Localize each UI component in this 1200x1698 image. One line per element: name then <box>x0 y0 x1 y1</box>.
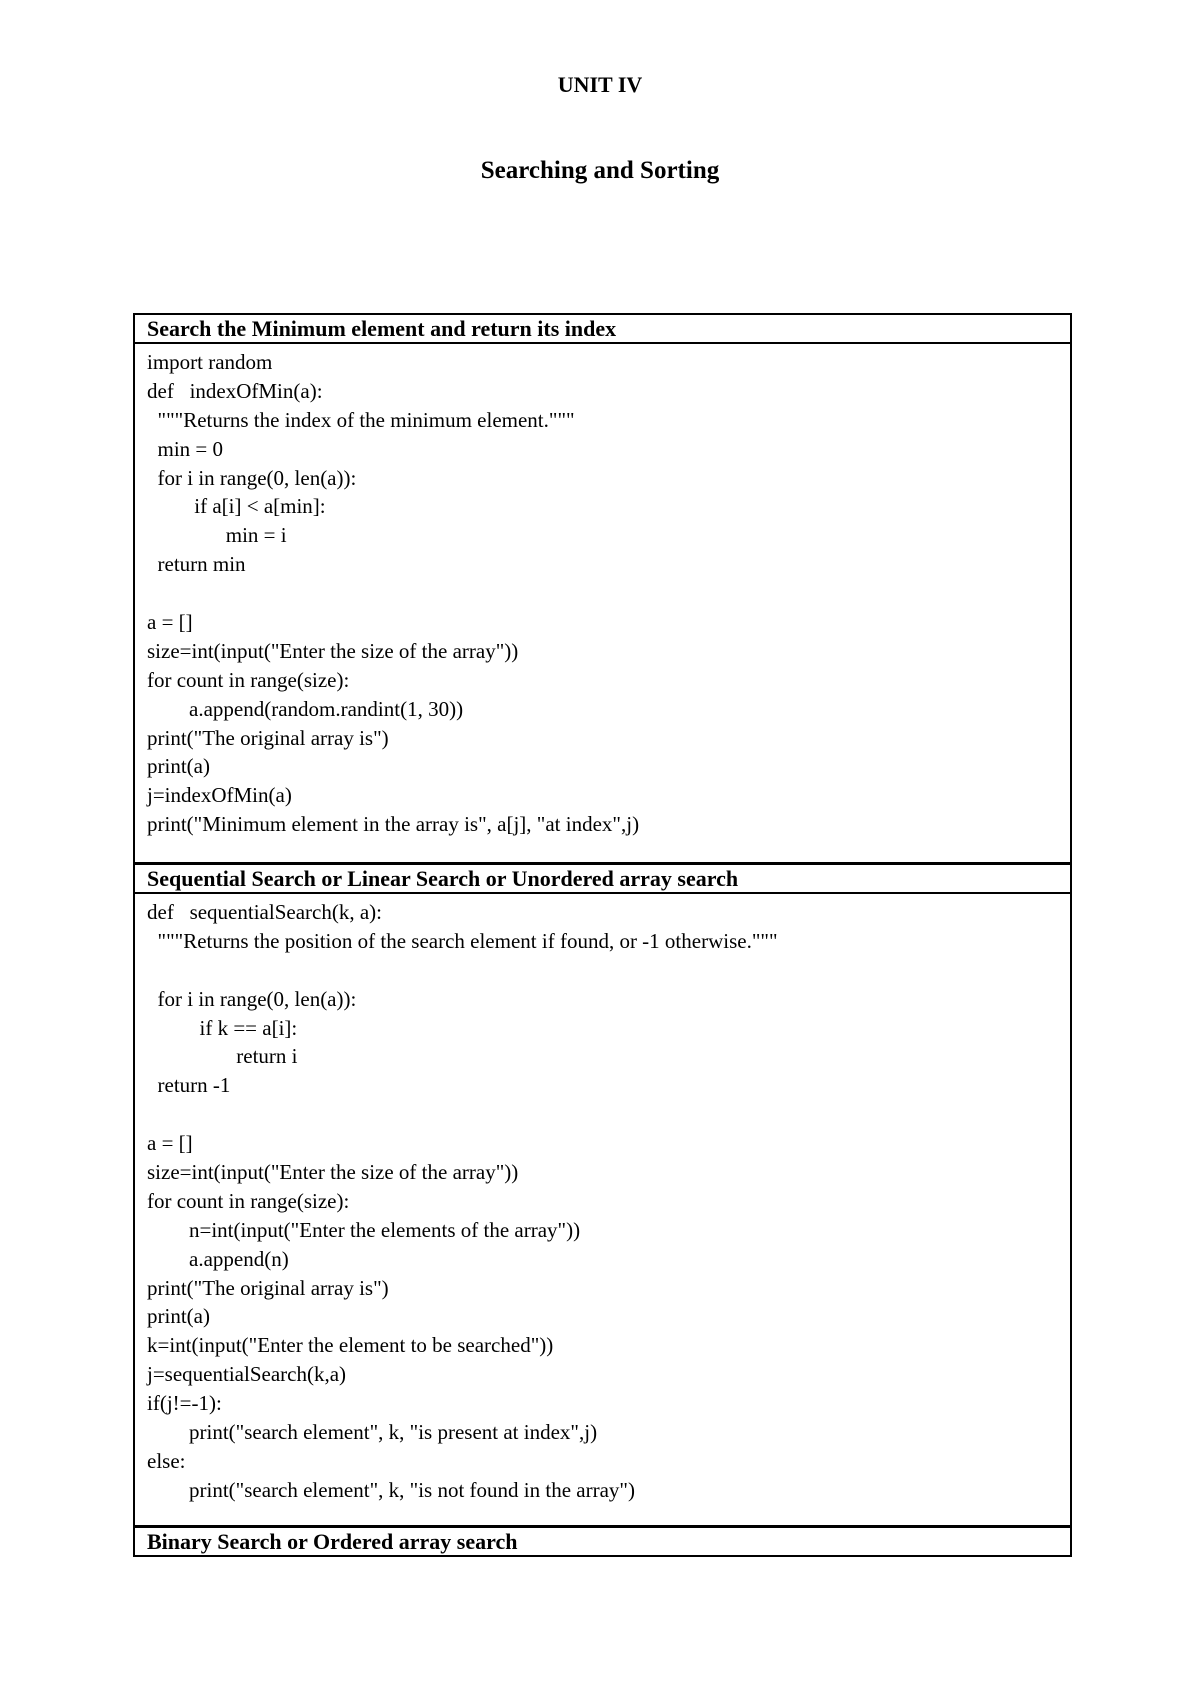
code-line: print(a) <box>147 1304 210 1329</box>
page-title: Searching and Sorting <box>480 157 720 184</box>
code-line: return -1 <box>147 1073 231 1098</box>
code-line: return min <box>147 552 246 577</box>
code-line: min = i <box>147 523 287 548</box>
unit-title: UNIT IV <box>557 72 643 97</box>
section-min-element <box>133 313 1072 864</box>
section-sequential-search <box>133 863 1072 1527</box>
code-line: def indexOfMin(a): <box>147 378 323 403</box>
code-line: """Returns the position of the search element if found, or -1 otherwise.""" <box>147 928 778 953</box>
code-line: if k == a[i]: <box>147 1015 298 1040</box>
code-line <box>147 956 1070 985</box>
code-line: for i in range(0, len(a)): <box>147 465 357 490</box>
section-heading: Search the Minimum element and return its index <box>135 315 1070 344</box>
code-line: print("search element", k, "is not found in the array") <box>147 1477 635 1502</box>
code-line: for count in range(size): <box>147 667 350 692</box>
code-line: a.append(random.randint(1, 30)) <box>147 696 464 721</box>
code-line: for count in range(size): <box>147 1188 350 1213</box>
code-line: import random <box>147 350 273 374</box>
code-line: print(a) <box>147 754 210 779</box>
code-line: a = [] <box>147 1131 193 1156</box>
code-line: if a[i] < a[min]: <box>147 494 326 519</box>
code-line: j=sequentialSearch(k,a) <box>147 1362 347 1387</box>
code-line: a.append(n) <box>147 1246 289 1271</box>
code-line: def sequentialSearch(k, a): <box>147 900 382 924</box>
code-line: print("The original array is") <box>147 725 389 750</box>
code-line: print("The original array is") <box>147 1275 389 1300</box>
code-line: else: <box>147 1448 186 1473</box>
code-line: size=int(input("Enter the size of the array")) <box>147 1160 519 1185</box>
code-line: j=indexOfMin(a) <box>147 783 292 808</box>
code-line: for i in range(0, len(a)): <box>147 986 357 1011</box>
code-line: min = 0 <box>147 436 224 461</box>
section-heading: Sequential Search or Linear Search or Unordered array search <box>135 865 1070 894</box>
section-heading: Binary Search or Ordered array search <box>147 1529 518 1554</box>
code-line: k=int(input("Enter the element to be searched")) <box>147 1333 554 1358</box>
code-block <box>135 894 1070 1529</box>
code-line: a = [] <box>147 610 193 635</box>
code-line: n=int(input("Enter the elements of the array")) <box>147 1217 581 1242</box>
code-block <box>135 344 1070 866</box>
code-line: """Returns the index of the minimum element.""" <box>147 407 575 432</box>
code-line: return i <box>147 1044 298 1069</box>
section-binary-search <box>133 1526 1072 1557</box>
code-line <box>147 1100 1070 1129</box>
code-line <box>147 579 1070 608</box>
code-line: print("search element", k, "is present at index",j) <box>147 1420 598 1445</box>
code-line: size=int(input("Enter the size of the array")) <box>147 638 519 663</box>
code-line: if(j!=-1): <box>147 1391 222 1416</box>
code-line: print("Minimum element in the array is", a[j], "at index",j) <box>147 812 640 837</box>
